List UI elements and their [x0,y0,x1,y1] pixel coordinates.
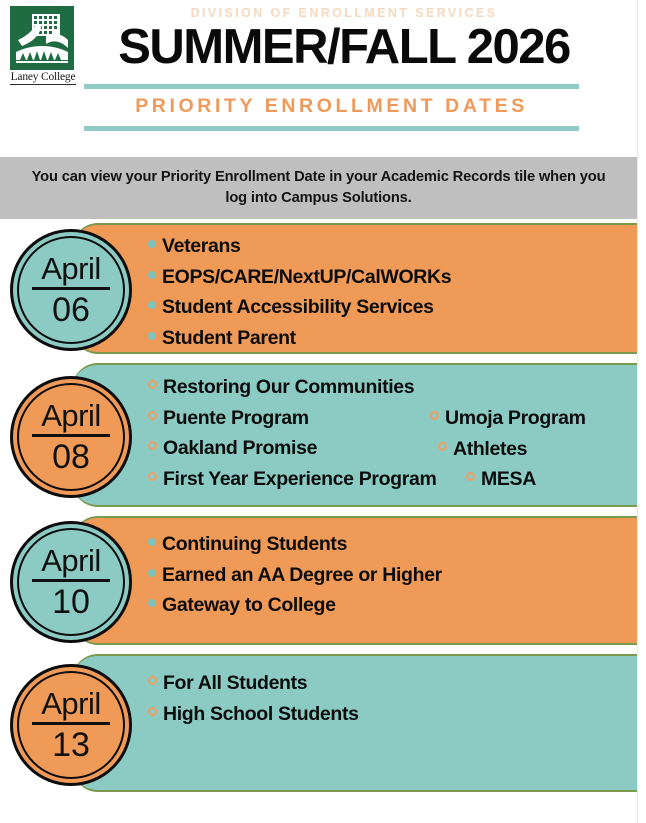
logo-mark-icon [10,6,74,70]
bullet-icon [148,569,156,577]
date-badge-month: April [41,686,101,721]
program-item-label: First Year Experience Program [163,467,437,490]
date-badge [10,664,132,786]
bullet-icon [148,271,156,279]
program-item-label: Earned an AA Degree or Higher [162,563,442,586]
bullet-icon [148,538,156,546]
date-badge-month: April [41,398,101,433]
bullet-icon [148,380,157,389]
bullet-icon [148,301,156,309]
page-right-edge [637,0,646,823]
program-item [148,668,638,699]
bullet-icon [148,240,156,248]
priority-date-list [0,223,646,801]
page-title: SUMMER/FALL 2026 [118,20,570,74]
date-row [0,654,637,796]
campus-building-icon [10,6,74,70]
bullet-icon [148,411,157,420]
date-row [0,516,637,649]
date-row-items [148,223,638,353]
bullet-icon [148,472,157,481]
program-item-label: EOPS/CARE/NextUP/CalWORKs [162,265,452,288]
program-item [148,292,638,323]
program-item [148,590,638,621]
program-item-label: Athletes [453,437,528,460]
date-row [0,223,637,358]
program-item-label: MESA [481,468,536,490]
date-row-items [148,516,638,621]
date-badge [10,376,132,498]
program-item [466,464,586,495]
notice-text: You can view your Priority Enrollment Date in your Academic Records tile when you log into Campus Solutions. [31,169,606,206]
header [0,0,637,150]
date-row [0,363,637,511]
date-badge [10,229,132,351]
program-item [430,403,586,434]
program-item-label: High School Students [163,702,359,725]
program-item-label: Gateway to College [162,594,336,616]
bullet-icon [148,676,157,685]
bullet-icon [148,441,157,450]
program-item-label: Continuing Students [162,533,348,555]
program-item-label: Oakland Promise [163,437,318,459]
date-badge-divider [32,722,110,725]
header-rule-bottom [84,126,579,131]
date-badge-day: 10 [52,583,90,621]
date-badge-month: April [41,251,101,286]
date-badge-day: 06 [52,291,90,329]
program-item [148,262,638,293]
page-subtitle: PRIORITY ENROLLMENT DATES [135,95,528,117]
program-item-label: Puente Program [163,406,309,429]
program-item [148,372,638,403]
program-item-label: Student Parent [162,326,296,349]
program-item [438,434,586,465]
date-badge-divider [32,579,110,582]
program-item-label: Umoja Program [445,407,586,429]
date-badge-day: 13 [52,726,90,764]
program-item-label: For All Students [163,672,308,694]
laney-college-logo [10,6,76,85]
logo-caption: Laney College [10,71,76,83]
bullet-icon [430,411,439,420]
bullet-icon [148,599,156,607]
program-item-label: Student Accessibility Services [162,296,434,318]
header-kicker: DIVISION OF ENROLLMENT SERVICES [190,6,498,20]
program-item [148,323,638,354]
program-item-label: Restoring Our Communities [163,376,415,398]
program-item-label: Veterans [162,235,241,257]
bullet-icon [148,707,157,716]
bullet-icon [466,472,475,481]
program-item [148,560,638,591]
date-badge [10,521,132,643]
date-badge-month: April [41,543,101,578]
date-row-items-secondary [430,403,586,495]
date-badge-divider [32,434,110,437]
header-rule-top [84,84,579,89]
program-item [148,529,638,560]
bullet-icon [438,442,447,451]
date-badge-divider [32,287,110,290]
date-row-items [148,654,638,729]
date-badge-day: 08 [52,438,90,476]
bullet-icon [148,332,156,340]
program-item [148,699,638,730]
program-item [148,231,638,262]
notice-bar [0,157,637,219]
